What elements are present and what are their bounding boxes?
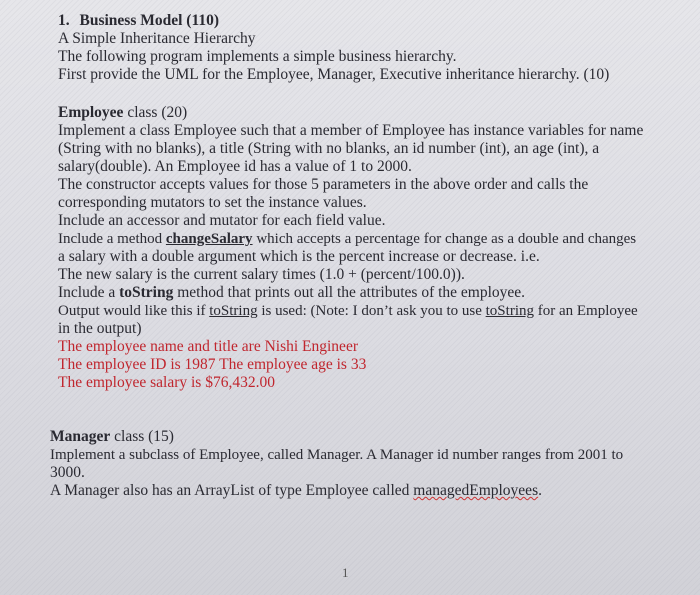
employee-label: Employee	[58, 104, 124, 121]
manager-line-3-post: .	[538, 482, 542, 499]
tostring-pre: Include a	[58, 284, 120, 301]
output-post: for an Employee	[533, 303, 638, 319]
tostring-method: toString	[119, 284, 174, 301]
manager-label: Manager	[50, 428, 111, 445]
intro-line-1: A Simple Inheritance Hierarchy	[58, 30, 256, 47]
change-salary-post: which accepts a percentage for change as a double and changes	[252, 231, 637, 247]
employee-line-9: The new salary is the current salary times (1.0 + (percent/100.0)).	[58, 266, 465, 283]
output-tostring-1: toString	[209, 303, 258, 319]
section-heading	[58, 12, 219, 30]
page-number: 1	[342, 565, 349, 580]
employee-line-6: Include an accessor and mutator for each field value.	[58, 212, 386, 229]
heading-title: Business Model (110)	[79, 12, 220, 29]
manager-line-3-pre: A Manager also has an ArrayList of type Employee called	[50, 482, 414, 499]
manager-class-heading	[50, 428, 174, 446]
sample-output-line-3: The employee salary is $76,432.00	[58, 374, 275, 391]
change-salary-line	[58, 230, 636, 248]
employee-line-3: salary(double). An Employee id has a value of 1 to 2000.	[58, 158, 412, 175]
manager-line-1: Implement a subclass of Employee, called Manager. A Manager id number ranges from 2001 to	[50, 447, 624, 463]
manager-line-3	[50, 482, 542, 500]
output-line	[58, 302, 638, 320]
change-salary-pre: Include a method	[58, 231, 166, 247]
employee-line-2: (String with no blanks), a title (String with no blanks, an id number (int), an age (int), a	[58, 140, 600, 157]
manager-line-2: 3000.	[50, 464, 85, 481]
intro-line-3: First provide the UML for the Employee, Manager, Executive inheritance hierarchy. (10)	[58, 66, 610, 83]
intro-line-2: The following program implements a simple business hierarchy.	[58, 48, 457, 65]
employee-line-8: a salary with a double argument which is the percent increase or decrease. i.e.	[58, 248, 540, 265]
output-tail: in the output)	[58, 320, 142, 337]
output-pre: Output would like this if	[58, 303, 210, 319]
heading-number: 1.	[58, 12, 70, 29]
employee-line-5: corresponding mutators to set the instance values.	[58, 194, 367, 211]
manager-points: class (15)	[114, 428, 174, 445]
employee-points: class (20)	[127, 104, 188, 121]
output-mid: is used: (Note: I don’t ask you to use	[257, 303, 486, 319]
change-salary-method: changeSalary	[165, 231, 253, 247]
employee-class-heading	[58, 104, 187, 122]
output-tostring-2: toString	[485, 303, 534, 319]
tostring-post: method that prints out all the attributes of the employee.	[173, 284, 526, 301]
sample-output-line-1: The employee name and title are Nishi Engineer	[58, 338, 358, 355]
employee-line-1: Implement a class Employee such that a member of Employee has instance variables for name	[58, 122, 644, 139]
managed-employees-field: managedEmployees	[413, 482, 539, 499]
tostring-line	[58, 284, 525, 302]
employee-line-4: The constructor accepts values for those 5 parameters in the above order and calls the	[58, 176, 589, 193]
sample-output-line-2: The employee ID is 1987 The employee age is 33	[58, 356, 367, 373]
